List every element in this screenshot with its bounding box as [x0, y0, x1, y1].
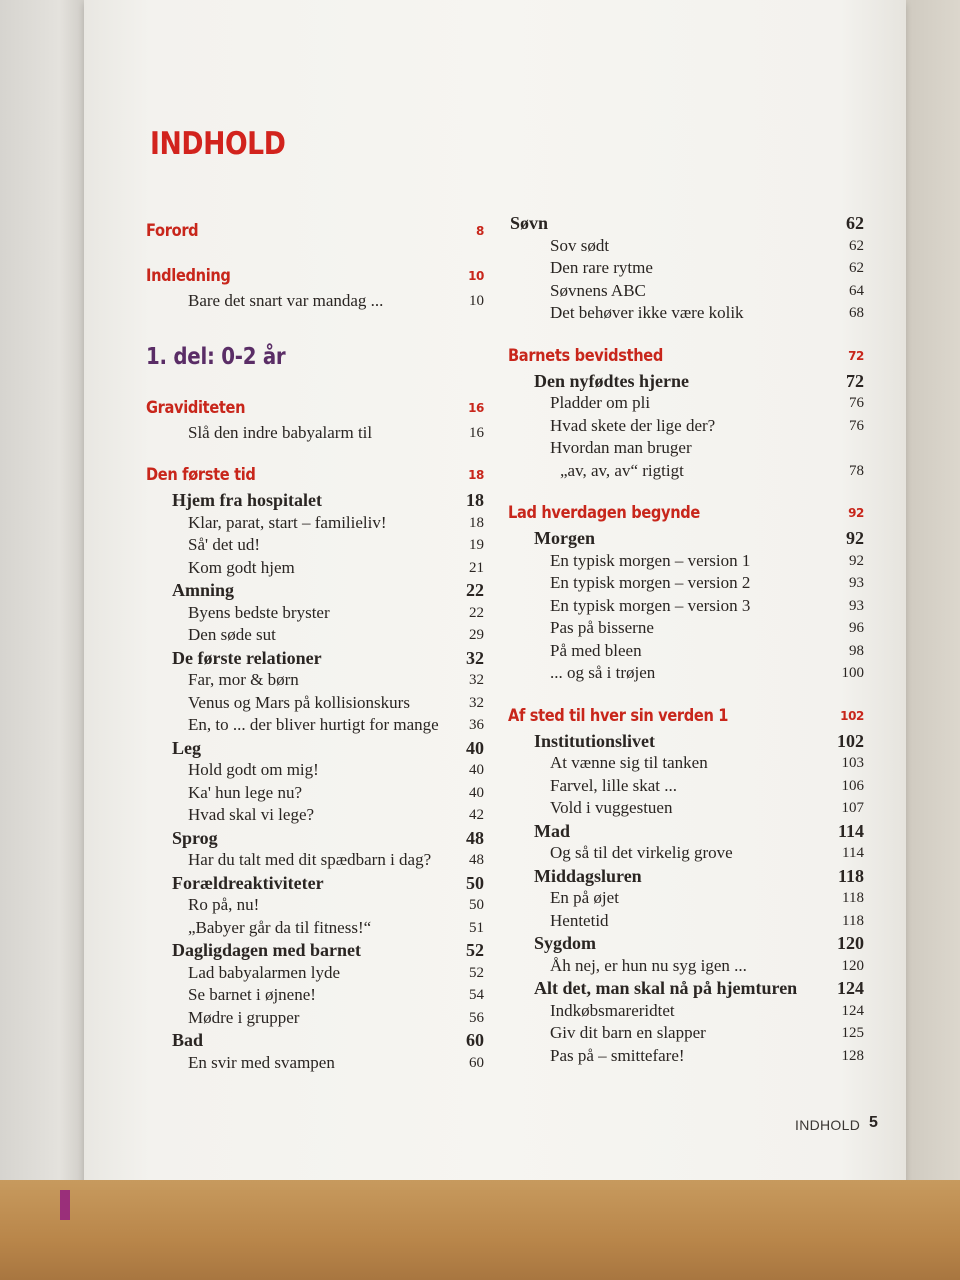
toc-entry-page-number: 52 — [469, 964, 484, 981]
toc-entry — [508, 640, 864, 663]
toc-entry — [508, 887, 864, 910]
toc-entry-page-number: 48 — [469, 852, 484, 868]
toc-section-page-number: 72 — [846, 370, 864, 391]
toc-entry-page-number: 68 — [849, 305, 864, 321]
toc-entry-title: Søvnens ABC — [550, 280, 646, 300]
toc-entry-page-number: 62 — [849, 260, 864, 276]
toc-section-page-number: 102 — [837, 730, 864, 751]
toc-entry-page-number: 21 — [469, 559, 484, 576]
toc-section — [146, 647, 484, 670]
toc-entry-title: Hvordan man bruger — [550, 438, 692, 457]
toc-entry-page-number: 107 — [841, 800, 864, 816]
toc-entry-title: Den søde sut — [188, 625, 276, 644]
toc-section-title: Institutionslivet — [534, 730, 656, 751]
toc-entry — [508, 550, 864, 573]
toc-entry-page-number: 56 — [469, 1009, 484, 1026]
toc-entry-page-number: 128 — [841, 1047, 864, 1064]
toc-entry — [508, 1045, 864, 1068]
toc-chapter-title: Indledning — [146, 266, 231, 286]
toc-part-heading — [146, 337, 484, 377]
toc-entry — [508, 617, 864, 640]
toc-chapter-title: Af sted til hver sin verden 1 — [508, 705, 729, 726]
toc-entry-title: På med bleen — [550, 640, 642, 660]
toc-section-page-number: 48 — [466, 827, 484, 848]
toc-entry-title: Indkøbsmareridtet — [550, 1000, 675, 1020]
toc-section — [508, 527, 864, 550]
toc-chapter-title: Forord — [146, 221, 199, 241]
toc-entry-title: Vold i vuggestuen — [550, 798, 673, 817]
toc-entry — [146, 804, 484, 827]
toc-entry — [508, 1000, 864, 1023]
toc-entry-title: „av, av, av“ rigtigt — [560, 460, 684, 480]
toc-entry — [508, 257, 864, 280]
toc-entry-title: Kom godt hjem — [188, 557, 295, 577]
toc-section-title: Morgen — [534, 528, 595, 548]
toc-entry-title: Ka' hun lege nu? — [188, 782, 302, 802]
toc-section — [508, 865, 864, 888]
toc-section-title: Søvn — [510, 213, 549, 233]
toc-entry-page-number: 93 — [849, 597, 864, 614]
toc-chapter — [146, 218, 484, 245]
toc-section-title: Forældreaktiviteter — [172, 872, 324, 893]
toc-chapter — [508, 703, 864, 730]
toc-entry — [508, 955, 864, 978]
spacer — [508, 482, 864, 500]
toc-entry — [146, 602, 484, 625]
toc-entry-title: Klar, parat, start – familieliv! — [188, 512, 387, 532]
toc-entry-title: Sov sødt — [550, 235, 610, 255]
toc-chapter — [146, 395, 484, 422]
toc-section-title: Sygdom — [534, 933, 597, 953]
toc-chapter-page-number: 18 — [468, 468, 484, 482]
toc-entry-page-number: 22 — [469, 604, 484, 621]
toc-chapter-title: Lad hverdagen begynde — [508, 503, 700, 523]
toc-entry — [508, 392, 864, 415]
toc-section-title: Hjem fra hospitalet — [172, 490, 322, 510]
toc-entry-title: En på øjet — [550, 888, 619, 907]
toc-section — [508, 730, 864, 753]
toc-entry-page-number: 62 — [849, 237, 864, 254]
running-footer-label: INDHOLD — [795, 1117, 861, 1133]
toc-left-column — [146, 218, 484, 1074]
toc-entry — [146, 512, 484, 535]
toc-section-page-number: 114 — [837, 820, 864, 841]
toc-entry-page-number: 10 — [469, 293, 484, 309]
toc-entry-title: En typisk morgen – version 1 — [550, 550, 751, 570]
toc-entry — [146, 984, 484, 1007]
toc-section — [508, 820, 864, 843]
toc-entry-page-number: 36 — [469, 717, 484, 733]
toc-entry — [508, 910, 864, 933]
toc-entry-title: Hold godt om mig! — [188, 760, 319, 779]
toc-entry-title: At vænne sig til tanken — [550, 753, 708, 772]
toc-entry-page-number: 114 — [842, 845, 864, 861]
toc-entry-title: En, to ... der bliver hurtigt for mange — [188, 715, 439, 734]
toc-right-column — [508, 212, 864, 1067]
table-surface — [0, 1180, 960, 1280]
toc-chapter-page-number: 8 — [476, 224, 484, 238]
toc-section-page-number: 50 — [466, 872, 484, 893]
spacer — [146, 313, 484, 337]
toc-entry — [146, 557, 484, 580]
toc-section-page-number: 40 — [466, 737, 484, 758]
toc-entry — [146, 1052, 484, 1075]
toc-entry-page-number: 50 — [469, 897, 484, 913]
toc-entry-page-number: 98 — [849, 642, 864, 659]
toc-entry-title: Ro på, nu! — [188, 895, 260, 914]
toc-entry — [508, 437, 864, 460]
toc-section-page-number: 118 — [837, 865, 864, 886]
toc-section-title: Den nyfødtes hjerne — [534, 370, 689, 391]
toc-section-page-number: 52 — [466, 940, 484, 960]
toc-entry — [146, 849, 484, 872]
toc-entry-title: Hentetid — [550, 910, 609, 930]
toc-chapter-page-number: 10 — [468, 269, 484, 283]
toc-entry-page-number: 54 — [469, 987, 484, 1003]
toc-entry-title: Har du talt med dit spædbarn i dag? — [188, 850, 432, 869]
toc-entry — [146, 1007, 484, 1030]
toc-section-page-number: 120 — [837, 933, 864, 953]
toc-section — [508, 212, 864, 235]
toc-section-title: Sprog — [172, 827, 218, 848]
toc-section — [508, 977, 864, 1000]
toc-entry-title: Giv dit barn en slapper — [550, 1023, 706, 1042]
toc-entry — [146, 714, 484, 737]
toc-section-title: De første relationer — [172, 647, 322, 668]
toc-entry-page-number: 96 — [849, 620, 864, 636]
toc-entry — [508, 460, 864, 483]
toc-entry-page-number: 60 — [469, 1054, 484, 1071]
toc-entry-page-number: 18 — [469, 514, 484, 531]
toc-entry-title: En typisk morgen – version 2 — [550, 573, 751, 592]
toc-entry — [146, 782, 484, 805]
toc-entry-page-number: 16 — [469, 424, 484, 441]
toc-entry — [146, 759, 484, 782]
toc-entry — [508, 280, 864, 303]
toc-entry — [508, 415, 864, 438]
spacer — [508, 325, 864, 343]
toc-entry — [146, 692, 484, 715]
toc-entry-page-number: 118 — [842, 912, 864, 929]
toc-section-title: Alt det, man skal nå på hjemturen — [534, 978, 798, 998]
toc-chapter-title: Den første tid — [146, 465, 256, 485]
toc-section-page-number: 92 — [846, 528, 864, 548]
spacer — [146, 377, 484, 395]
toc-chapter — [508, 343, 864, 370]
toc-chapter — [146, 462, 484, 489]
toc-entry-title: „Babyer går da til fitness!“ — [188, 917, 372, 937]
toc-chapter-page-number: 16 — [468, 400, 484, 415]
toc-section-title: Middagsluren — [534, 865, 642, 886]
toc-entry-page-number: 120 — [841, 957, 864, 974]
toc-entry-title: Lad babyalarmen lyde — [188, 962, 340, 982]
toc-entry-title: Hvad skal vi lege? — [188, 805, 315, 824]
toc-entry-title: Mødre i grupper — [188, 1007, 300, 1027]
spacer — [146, 444, 484, 462]
toc-entry — [146, 917, 484, 940]
toc-entry — [146, 894, 484, 917]
book-cover-edge — [60, 1190, 70, 1220]
toc-entry-page-number: 76 — [849, 417, 864, 434]
toc-entry — [146, 624, 484, 647]
toc-chapter-page-number: 102 — [840, 708, 864, 723]
toc-section-title: Amning — [172, 580, 235, 600]
toc-section — [146, 872, 484, 895]
toc-entry-title: En typisk morgen – version 3 — [550, 595, 751, 615]
toc-entry-page-number: 103 — [841, 755, 864, 771]
toc-entry — [508, 775, 864, 798]
toc-entry-title: Farvel, lille skat ... — [550, 775, 678, 795]
toc-entry-page-number: 124 — [841, 1002, 864, 1019]
toc-entry — [508, 302, 864, 325]
toc-section-page-number: 32 — [466, 647, 484, 668]
toc-entry-page-number: 32 — [469, 694, 484, 711]
toc-entry-page-number: 19 — [469, 537, 484, 553]
toc-entry-title: Pas på bisserne — [550, 618, 654, 637]
toc-entry-title: Pas på – smittefare! — [550, 1045, 685, 1065]
toc-section-page-number: 124 — [837, 978, 864, 998]
toc-entry — [146, 290, 484, 313]
toc-entry-title: Det behøver ikke være kolik — [550, 303, 744, 322]
toc-entry-page-number: 32 — [469, 672, 484, 688]
toc-entry-title: Den rare rytme — [550, 258, 653, 277]
toc-part-heading-title: 1. del: 0-2 år — [146, 343, 286, 370]
toc-entry — [508, 797, 864, 820]
toc-entry — [508, 235, 864, 258]
toc-chapter — [146, 263, 484, 290]
toc-entry-page-number: 118 — [842, 890, 864, 906]
toc-entry-page-number: 64 — [849, 282, 864, 299]
toc-entry-page-number: 51 — [469, 919, 484, 936]
page-title: INDHOLD — [150, 126, 286, 162]
toc-section-title: Dagligdagen med barnet — [172, 940, 361, 960]
toc-entry-page-number: 78 — [849, 462, 864, 479]
toc-chapter — [508, 500, 864, 527]
page-number: 5 — [869, 1114, 878, 1131]
toc-chapter-page-number: 72 — [848, 348, 864, 363]
toc-entry-page-number: 125 — [841, 1025, 864, 1041]
toc-entry-title: Bare det snart var mandag ... — [188, 291, 384, 310]
toc-section-page-number: 62 — [846, 213, 864, 233]
toc-section-page-number: 18 — [466, 490, 484, 510]
toc-section-title: Mad — [534, 820, 570, 841]
toc-entry — [508, 842, 864, 865]
toc-entry-title: Så' det ud! — [188, 535, 260, 554]
toc-entry — [508, 752, 864, 775]
toc-chapter-title: Barnets bevidsthed — [508, 345, 664, 366]
toc-entry-title: Venus og Mars på kollisionskurs — [188, 692, 410, 712]
toc-entry-title: Og så til det virkelig grove — [550, 843, 733, 862]
toc-chapter-page-number: 92 — [848, 506, 864, 520]
toc-entry-title: Åh nej, er hun nu syg igen ... — [550, 955, 747, 975]
facing-page — [0, 0, 86, 1200]
toc-entry-page-number: 40 — [469, 784, 484, 801]
toc-section — [146, 579, 484, 602]
toc-entry-title: Far, mor & børn — [188, 670, 299, 689]
toc-section — [146, 827, 484, 850]
toc-entry-page-number: 76 — [849, 395, 864, 411]
toc-section-title: Leg — [172, 737, 201, 758]
toc-section — [146, 489, 484, 512]
toc-entry — [146, 669, 484, 692]
toc-entry-page-number: 29 — [469, 627, 484, 643]
toc-entry-title: ... og så i trøjen — [550, 663, 656, 682]
toc-entry-page-number: 106 — [841, 777, 864, 794]
toc-entry-page-number: 40 — [469, 762, 484, 778]
toc-entry-page-number: 42 — [469, 807, 484, 823]
toc-entry-page-number: 93 — [849, 575, 864, 591]
toc-entry — [146, 422, 484, 445]
toc-entry — [508, 1022, 864, 1045]
toc-entry-title: Hvad skete der lige der? — [550, 415, 716, 435]
spacer — [146, 245, 484, 263]
toc-entry — [146, 534, 484, 557]
toc-section — [146, 1029, 484, 1052]
toc-section — [508, 932, 864, 955]
toc-section — [146, 939, 484, 962]
toc-section-title: Bad — [172, 1030, 204, 1050]
toc-entry — [508, 662, 864, 685]
toc-entry-page-number: 92 — [849, 552, 864, 569]
page-stack-edge — [905, 0, 960, 1190]
toc-section-page-number: 60 — [466, 1030, 484, 1050]
toc-section — [146, 737, 484, 760]
toc-entry — [146, 962, 484, 985]
toc-entry-title: Byens bedste bryster — [188, 602, 330, 622]
toc-entry — [508, 572, 864, 595]
toc-entry-title: Slå den indre babyalarm til — [188, 422, 373, 442]
toc-section-page-number: 22 — [466, 580, 484, 600]
toc-entry-title: Pladder om pli — [550, 393, 651, 412]
toc-entry — [508, 595, 864, 618]
toc-entry-page-number: 100 — [841, 665, 864, 681]
toc-section — [508, 370, 864, 393]
spacer — [508, 685, 864, 703]
toc-entry-title: Se barnet i øjnene! — [188, 985, 316, 1004]
toc-entry-title: En svir med svampen — [188, 1052, 335, 1072]
toc-chapter-title: Graviditeten — [146, 397, 246, 418]
